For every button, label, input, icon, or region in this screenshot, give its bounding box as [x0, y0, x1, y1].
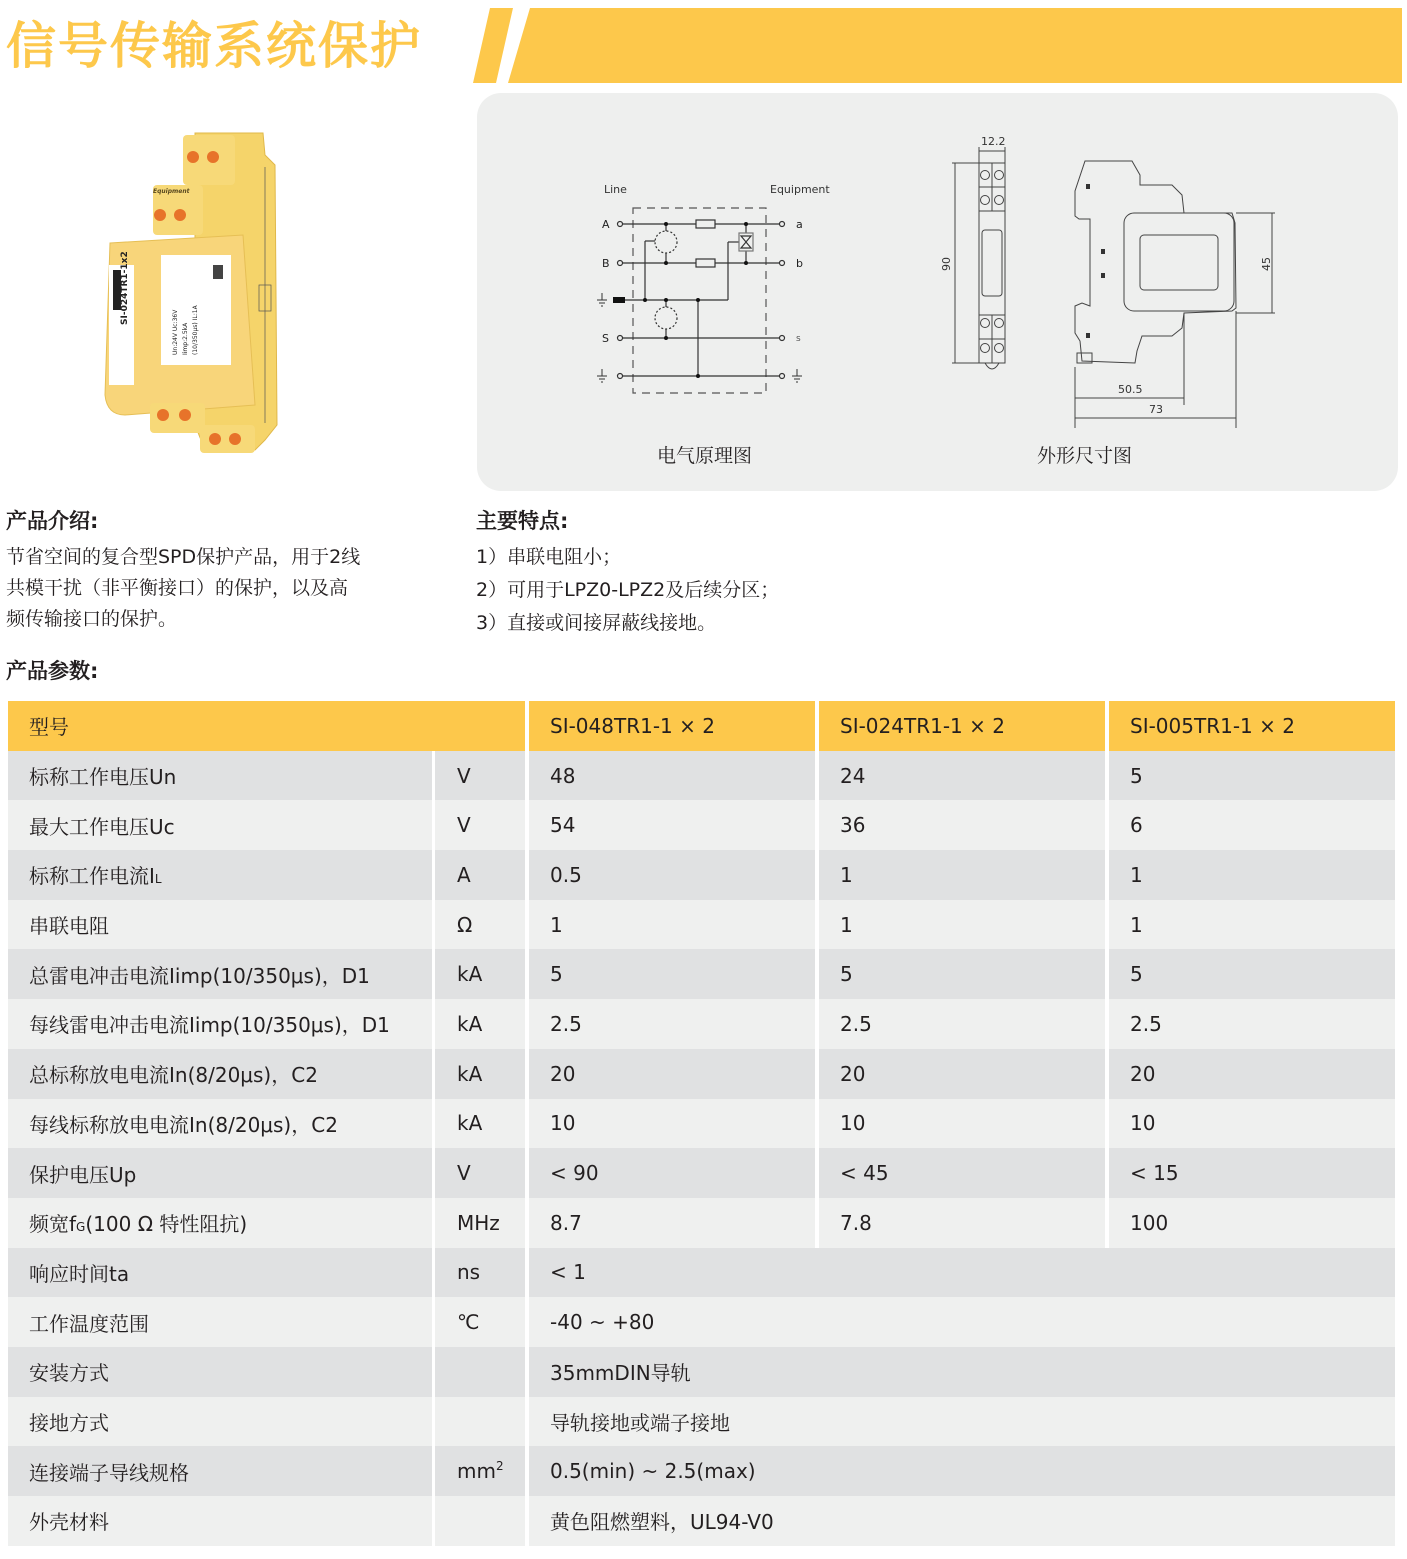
param-name: 响应时间ta	[8, 1248, 435, 1298]
svg-text:B: B	[602, 257, 610, 270]
param-unit: V	[435, 800, 529, 850]
param-unit: ns	[435, 1248, 529, 1298]
param-subscript: L	[154, 872, 162, 887]
param-name: 连接端子导线规格	[8, 1446, 435, 1496]
table-row	[8, 1347, 1395, 1397]
header-model-3: SI-005TR1-1 × 2	[1109, 701, 1395, 751]
param-unit: V	[435, 1148, 529, 1198]
value-all-models: 0.5(min) ~ 2.5(max)	[529, 1446, 1395, 1496]
value-model-2: 2.5	[819, 999, 1109, 1049]
header-model-1: SI-048TR1-1 × 2	[529, 701, 819, 751]
svg-text:b: b	[796, 257, 803, 270]
value-model-3: 2.5	[1109, 999, 1395, 1049]
svg-text:SI-024TR1-1x2: SI-024TR1-1x2	[120, 251, 130, 325]
value-model-2: < 45	[819, 1148, 1109, 1198]
value-model-2: 24	[819, 751, 1109, 801]
svg-text:50.5: 50.5	[1118, 383, 1143, 396]
table-row	[8, 1099, 1395, 1149]
param-name: 总雷电冲击电流Iimp(10/350μs)，D1	[8, 949, 435, 999]
svg-text:s: s	[796, 334, 801, 344]
table-row	[8, 1248, 1395, 1298]
param-name-text: 标称工作电流I	[29, 864, 155, 889]
svg-text:a: a	[796, 218, 803, 231]
value-model-2: 36	[819, 800, 1109, 850]
diagram-panel	[477, 93, 1398, 491]
svg-text:S: S	[602, 332, 609, 345]
value-model-1: 20	[529, 1049, 819, 1099]
table-row	[8, 751, 1395, 801]
value-model-1: 5	[529, 949, 819, 999]
value-model-1: 0.5	[529, 850, 819, 900]
intro-line: 共模干扰（非平衡接口）的保护，以及高	[6, 577, 349, 599]
table-row	[8, 1496, 1395, 1546]
value-model-3: 6	[1109, 800, 1395, 850]
value-model-1: 48	[529, 751, 819, 801]
value-model-1: 1	[529, 900, 819, 950]
param-name: 串联电阻	[8, 900, 435, 950]
value-model-1: < 90	[529, 1148, 819, 1198]
unit-text: mm	[457, 1459, 496, 1484]
param-unit: kA	[435, 949, 529, 999]
params-heading: 产品参数:	[6, 659, 99, 683]
header-model-2: SI-024TR1-1 × 2	[819, 701, 1109, 751]
table-header-row	[8, 701, 1395, 751]
feature-item: 2）可用于LPZ0-LPZ2及后续分区；	[476, 579, 780, 601]
value-model-1: 8.7	[529, 1198, 819, 1248]
value-model-3: 1	[1109, 900, 1395, 950]
param-unit	[435, 1347, 529, 1397]
value-model-3: 1	[1109, 850, 1395, 900]
param-name: 接地方式	[8, 1397, 435, 1447]
value-model-1: 54	[529, 800, 819, 850]
param-name: 外壳材料	[8, 1496, 435, 1546]
value-model-2: 1	[819, 900, 1109, 950]
spec-table	[8, 701, 1395, 1546]
svg-text:Iimp:2.5kA: Iimp:2.5kA	[182, 322, 189, 355]
param-unit: kA	[435, 1099, 529, 1149]
svg-text:(10/350μs) IL:1A: (10/350μs) IL:1A	[192, 305, 199, 355]
schematic-caption: 电气原理图	[657, 445, 753, 467]
value-model-3: < 15	[1109, 1148, 1395, 1198]
features-list	[476, 542, 896, 641]
value-model-1: 10	[529, 1099, 819, 1149]
dim-width: 12.2	[981, 135, 1006, 148]
header-model-label: 型号	[8, 701, 529, 751]
value-model-3: 10	[1109, 1099, 1395, 1149]
value-all-models: 35mmDIN导轨	[529, 1347, 1395, 1397]
value-all-models: 导轨接地或端子接地	[529, 1397, 1395, 1447]
features-heading: 主要特点:	[476, 509, 569, 533]
product-photo	[95, 125, 285, 455]
value-model-3: 5	[1109, 949, 1395, 999]
value-model-2: 7.8	[819, 1198, 1109, 1248]
param-name: 标称工作电压Un	[8, 751, 435, 801]
param-name	[8, 1198, 435, 1248]
param-name: 每线标称放电电流In(8/20μs)，C2	[8, 1099, 435, 1149]
table-row	[8, 949, 1395, 999]
value-model-2: 20	[819, 1049, 1109, 1099]
svg-text:Equipment: Equipment	[153, 188, 190, 195]
param-name: 最大工作电压Uc	[8, 800, 435, 850]
value-model-3: 20	[1109, 1049, 1395, 1099]
dimension-caption: 外形尺寸图	[1037, 445, 1133, 467]
value-all-models: 黄色阻燃塑料，UL94-V0	[529, 1496, 1395, 1546]
table-row	[8, 900, 1395, 950]
table-row	[8, 800, 1395, 850]
feature-item: 1）串联电阻小；	[476, 546, 622, 568]
param-name: 工作温度范围	[8, 1297, 435, 1347]
param-unit: kA	[435, 1049, 529, 1099]
table-row	[8, 1397, 1395, 1447]
table-row	[8, 1049, 1395, 1099]
feature-item: 3）直接或间接屏蔽线接地。	[476, 612, 717, 634]
svg-text:Equipment: Equipment	[770, 183, 830, 196]
electrical-schematic	[582, 173, 842, 403]
value-model-3: 5	[1109, 751, 1395, 801]
table-row	[8, 850, 1395, 900]
intro-heading: 产品介绍:	[6, 509, 99, 533]
intro-line: 节省空间的复合型SPD保护产品，用于2线	[6, 546, 361, 568]
unit-superscript: 2	[495, 1459, 504, 1474]
param-name: 安装方式	[8, 1347, 435, 1397]
value-model-2: 1	[819, 850, 1109, 900]
value-model-1: 2.5	[529, 999, 819, 1049]
intro-text	[6, 542, 426, 635]
svg-text:90: 90	[940, 257, 953, 271]
value-model-3: 100	[1109, 1198, 1395, 1248]
param-unit: kA	[435, 999, 529, 1049]
svg-text:45: 45	[1260, 257, 1273, 271]
param-name: 每线雷电冲击电流Iimp(10/350μs)，D1	[8, 999, 435, 1049]
table-row	[8, 999, 1395, 1049]
table-row	[8, 1446, 1395, 1496]
svg-text:Line: Line	[604, 183, 627, 196]
param-unit: ℃	[435, 1297, 529, 1347]
table-row	[8, 1148, 1395, 1198]
param-unit: V	[435, 751, 529, 801]
param-unit	[435, 1397, 529, 1447]
svg-text:73: 73	[1149, 403, 1163, 416]
param-name	[8, 850, 435, 900]
svg-text:Un:24V Uc:36V: Un:24V Uc:36V	[172, 309, 179, 355]
value-model-2: 10	[819, 1099, 1109, 1149]
param-unit	[435, 1496, 529, 1546]
param-name: 总标称放电电流In(8/20μs)，C2	[8, 1049, 435, 1099]
param-name-text: 频宽f	[29, 1212, 77, 1237]
intro-line: 频传输接口的保护。	[6, 608, 178, 630]
value-all-models: -40 ~ +80	[529, 1297, 1395, 1347]
param-unit: MHz	[435, 1198, 529, 1248]
page-title: 信号传输系统保护	[6, 17, 422, 75]
param-unit: A	[435, 850, 529, 900]
param-subscript: G	[76, 1220, 86, 1235]
param-name: 保护电压Up	[8, 1148, 435, 1198]
value-model-2: 5	[819, 949, 1109, 999]
param-unit	[435, 1446, 529, 1496]
svg-text:A: A	[602, 218, 610, 231]
param-name-tail: (100 Ω 特性阻抗)	[85, 1212, 248, 1237]
title-accent-bar	[470, 8, 1402, 83]
table-row	[8, 1198, 1395, 1248]
value-all-models: < 1	[529, 1248, 1395, 1298]
dimension-drawing	[932, 123, 1292, 433]
param-unit: Ω	[435, 900, 529, 950]
table-row	[8, 1297, 1395, 1347]
